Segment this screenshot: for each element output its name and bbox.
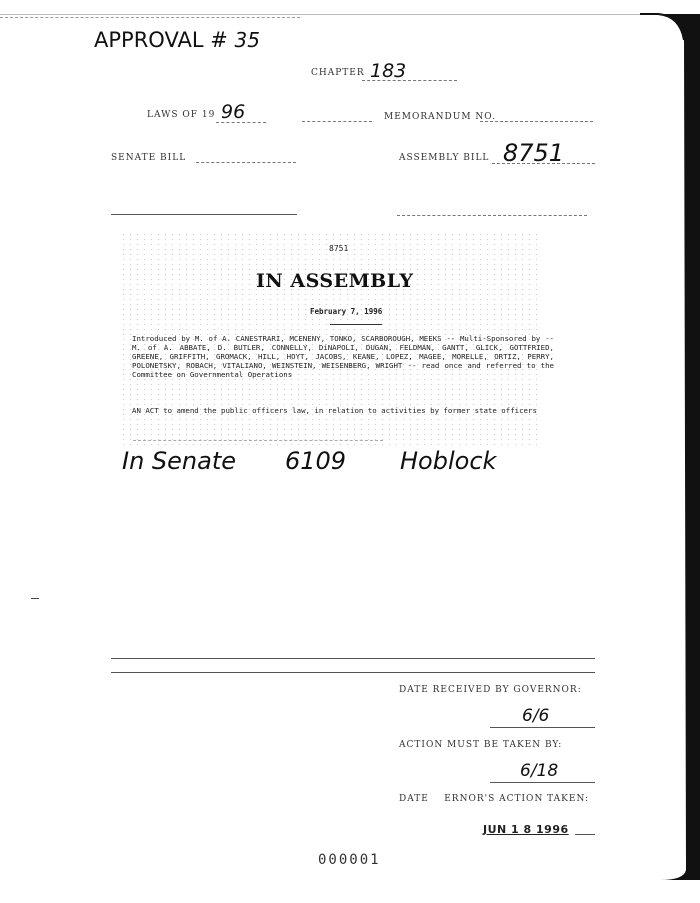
action-must-value: 6/18 xyxy=(520,761,559,781)
approval-heading xyxy=(94,28,260,52)
date-received-label: DATE RECEIVED BY GOVERNOR: xyxy=(399,685,582,695)
lower-rule-1 xyxy=(111,658,595,659)
introduced-paragraph: Introduced by M. of A. CANESTRARI, MCENENY, TONKO, SCARBOROUGH, MEEKS -- Multi-Sponsored by -- M. of A. ABBATE, D. BUTLER, CONNELLY, DiNAPOLI, DUGAN, FELDMAN, GANTT, GLICK, GOTTFRIED, GREENE, GRIFFITH, GROMACK, HILL, HOYT, JACOBS, KEANE, LOPEZ, MAGEE, MORELLE, ORTIZ, PERRY, POLONETSKY, ROBACH, VITALIANO, WEINSTEIN, WEISENBERG, WRIGHT -- read once and referred to the Committee on Governmental Operations xyxy=(132,334,554,380)
chapter-label: CHAPTER xyxy=(311,68,365,78)
stray-mark xyxy=(31,598,39,599)
blank-line-right xyxy=(397,215,587,216)
bill-number: 8751 xyxy=(329,244,349,253)
sponsor-note: Hoblock xyxy=(400,447,497,475)
governor-action-stamp: JUN 1 8 1996 xyxy=(483,823,569,836)
senate-number-note: 6109 xyxy=(285,447,347,475)
action-must-label: ACTION MUST BE TAKEN BY: xyxy=(399,740,563,750)
act-paragraph: AN ACT to amend the public officers law, in relation to activities by former state officers xyxy=(132,406,537,415)
chapter-number: 183 xyxy=(370,60,407,82)
chapter-underline xyxy=(362,80,457,81)
laws-label: LAWS OF 19 xyxy=(147,110,216,120)
blank-line-left xyxy=(111,214,297,215)
scan-edge-top xyxy=(0,14,650,15)
bill-date-rule xyxy=(330,324,382,325)
action-must-underline xyxy=(490,782,595,783)
senate-bill-label: SENATE BILL xyxy=(111,153,187,163)
senate-bill-underline xyxy=(196,162,296,163)
governor-action-underline xyxy=(575,834,595,835)
memorandum-label: MEMORANDUM NO. xyxy=(384,112,496,122)
date-received-underline xyxy=(490,727,595,728)
lower-rule-2 xyxy=(111,672,595,673)
governor-action-label: DATE ERNOR'S ACTION TAKEN: xyxy=(399,794,590,804)
assembly-bill-number: 8751 xyxy=(503,139,565,167)
memorandum-underline xyxy=(480,121,593,122)
bill-title: IN ASSEMBLY xyxy=(256,270,414,292)
laws-underline xyxy=(216,122,266,123)
approval-number: 35 xyxy=(234,28,260,52)
approval-label: APPROVAL # xyxy=(94,28,228,52)
scan-edge-top-dashed xyxy=(0,17,300,18)
laws-blank-line xyxy=(302,121,372,122)
bill-date: February 7, 1996 xyxy=(310,307,383,316)
laws-year: 96 xyxy=(221,101,246,123)
date-received-value: 6/6 xyxy=(522,706,550,726)
page-number: 000001 xyxy=(318,852,381,868)
scan-edge-right-shadow xyxy=(640,0,700,903)
bill-end-rule xyxy=(133,440,383,441)
assembly-bill-underline xyxy=(492,163,595,164)
in-senate-note: In Senate xyxy=(122,447,237,475)
assembly-bill-label: ASSEMBLY BILL xyxy=(399,153,490,163)
